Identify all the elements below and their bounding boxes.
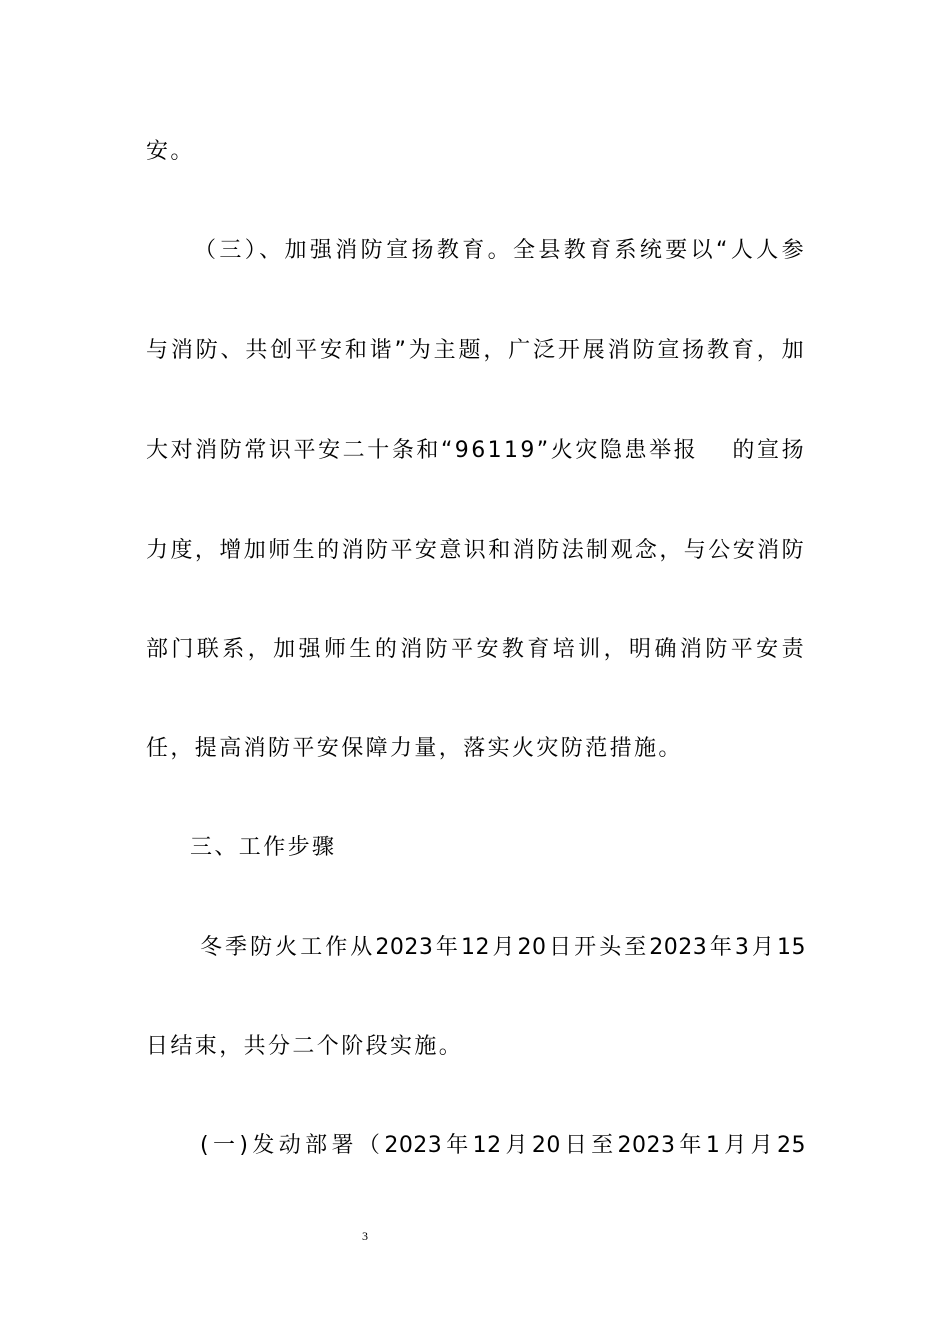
text-line: 部门联系，加强师生的消防平安教育培训，明确消防平安责 [146, 637, 806, 662]
text-line: （三）、加强消防宣扬教育。全县教育系统要以“人人参 [194, 238, 806, 263]
text-line: 大对消防常识平安二十条和“96119”火灾隐患举报 的宣扬 [146, 438, 806, 463]
text-line: (一)发动部署（2023年12月20日至2023年1月月25 [200, 1133, 806, 1158]
text-line: 日结束，共分二个阶段实施。 [146, 1034, 464, 1059]
text-line: 力度，增加师生的消防平安意识和消防法制观念，与公安消防 [146, 538, 806, 563]
text-line: 与消防、共创平安和谐”为主题，广泛开展消防宣扬教育，加 [146, 338, 806, 363]
text-line: 任，提高消防平安保障力量，落实火灾防范措施。 [146, 736, 683, 761]
text-line: 冬季防火工作从2023年12月20日开头至2023年3月15 [200, 935, 806, 960]
page-number: 3 [362, 1229, 368, 1243]
text-line: 安。 [146, 139, 195, 164]
section-heading: 三、工作步骤 [190, 835, 337, 860]
